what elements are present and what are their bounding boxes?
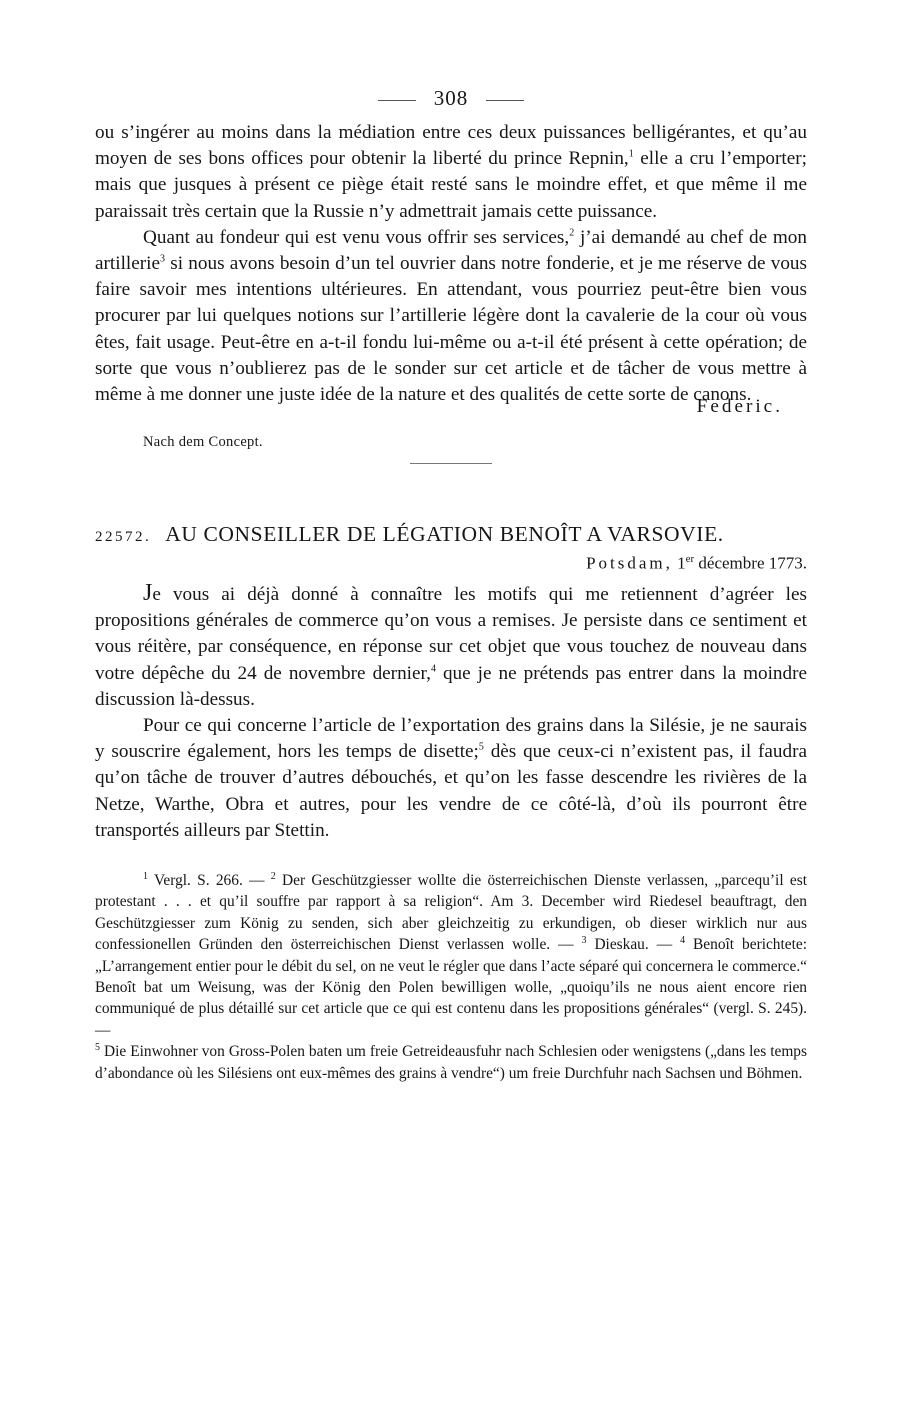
letter-paragraph-1 — [95, 580, 807, 713]
footnote-ref-5: 5 — [478, 741, 484, 753]
footnote-3-text: Dieskau. — — [586, 936, 681, 954]
signature: Federic. — [696, 396, 783, 418]
continued-paragraph — [95, 120, 807, 225]
letter-paragraph-1-text-b: que je ne prétends pas entrer dans la moindre discussion là-dessus. — [95, 662, 808, 710]
letter-number: 22572. — [95, 529, 152, 546]
section-divider — [410, 463, 492, 464]
footnote-ref-3: 3 — [159, 253, 165, 265]
letter-body — [95, 580, 807, 844]
footnote-1-number: 1 — [143, 870, 148, 882]
footnote-1-text: Vergl. S. 266. — — [148, 871, 271, 889]
founder-text-b: j’ai demandé au chef de mon artillerie — [95, 226, 807, 275]
dateline-day-suffix: er — [685, 553, 695, 566]
running-head — [95, 84, 807, 120]
footnote-ref-1: 1 — [628, 148, 634, 160]
letter-title: AU CONSEILLER DE LÉGATION BENOÎT A VARSOVIE. — [165, 522, 724, 547]
signature-row — [95, 396, 807, 434]
footnote-2-text: Der Geschützgiesser wollte die österreichischen Dienste verlassen, „parcequ’il est protestant . . . et qu’il souffre par rapport à sa religion“. Am 3. December wird Riedesel beauftragt, den Geschützgiesser zum König zu senden, sich aber gleichzeitig zu erkundigen, ob dieser wirklich nur aus confessionellen Gründen den österreichischen Dienst verlassen wolle. — — [95, 871, 807, 954]
footnotes — [95, 870, 807, 1084]
founder-text-a: Quant au fondeur qui est venu vous offrir ses services, — [143, 226, 570, 248]
letter-paragraph-2 — [95, 713, 807, 844]
letter-paragraph-2-text-a: Pour ce qui concerne l’article de l’exportation des grains dans la Silésie, je ne saurais y souscrire également, hors les temps de disette; — [95, 714, 807, 763]
founder-paragraph — [95, 225, 807, 408]
footnote-3-number: 3 — [581, 935, 587, 947]
footnote-5-number: 5 — [95, 1042, 100, 1054]
footnote-ref-4: 4 — [430, 663, 436, 675]
footnote-4-number: 4 — [680, 935, 686, 947]
previous-letter-text — [95, 120, 807, 408]
continued-text: ou s’ingérer au moins dans la médiation entre ces deux puissances belligérantes, et qu’au moyen de ses bons offices pour obtenir la liberté du prince Repnin, — [95, 122, 807, 170]
dateline — [95, 553, 807, 574]
footnote-5-text: Die Einwohner von Gross-Polen baten um freie Getreideausfuhr nach Schlesien oder wenigstens („dans les temps d’abondance où les Silésiens ont eux-mêmes des grains à vendre“) um freie Durchfuhr nach Sachsen und Böhmen. — [95, 1043, 807, 1082]
dateline-day: 1 — [677, 553, 686, 573]
book-page — [95, 84, 807, 1084]
dateline-place: Potsdam, — [586, 553, 673, 573]
source-note: Nach dem Concept. — [143, 434, 263, 451]
letter-heading — [95, 522, 807, 547]
dateline-rest: décembre 1773. — [694, 553, 807, 573]
letter-paragraph-1-text-a: e vous ai déjà donné à connaître les motifs qui me retiennent d’agréer les propositions générales de commerce qu’on vous a remises. Je persiste dans ce sentiment et vous réitère, par conséquence, en réponse sur cet objet que vous touchez de nouveau dans votre dépêche du 24 de novembre dernier, — [95, 583, 807, 684]
continued-text-rest: elle a cru l’emporter; mais que jusques à présent ce piège était resté sans le moindre effet, et que même il me paraissait très certain que la Russie n’y admettrait jamais cette puissance. — [95, 148, 807, 222]
footnote-4-text: Benoît berichtete: „L’arrangement entier pour le débit du sel, on ne veut le régler que dans l’acte séparé qui concernera le commerce.“ Benoît bat um Weisung, was der König den Polen bewilligen wolle, „quoiqu’ils ne nous aient encore rien communiqué de plus détaillé sur cet article que ce qui est contenu dans les propositions générales“ (vergl. S. 245). — — [95, 936, 807, 1039]
page-number: 308 — [360, 86, 543, 110]
footnote-ref-2: 2 — [569, 227, 575, 239]
founder-text-c: si nous avons besoin d’un tel ouvrier dans notre fonderie, et je me réserve de vous faire savoir mes intentions ultérieures. En attendant, vous pourriez peut-être bien vous procurer par lui quelques notions sur l’artillerie légère dont la cavalerie de la cour où vous êtes, fait usage. Peut-être en a-t-il fondu lui-même ou a-t-il été présent à cette opération; de sorte que vous n’oublierez pas de le sonder sur cet article et de tâcher de vous mettre à même à me donner une juste idée de la nature et des qualités de cette sorte de canons. — [95, 253, 807, 406]
footnote-block — [95, 870, 807, 1084]
initial-capital: J — [143, 579, 153, 606]
letter-paragraph-2-text-b: dès que ceux-ci n’existent pas, il faudra qu’on tâche de trouver d’autres débouchés, et qu’on les fasse descendre les rivières de la Netze, Warthe, Obra et autres, pour les vendre de ce côté-là, d’où ils pourront être transportés ailleurs par Stettin. — [95, 741, 807, 841]
footnote-2-number: 2 — [270, 870, 276, 882]
